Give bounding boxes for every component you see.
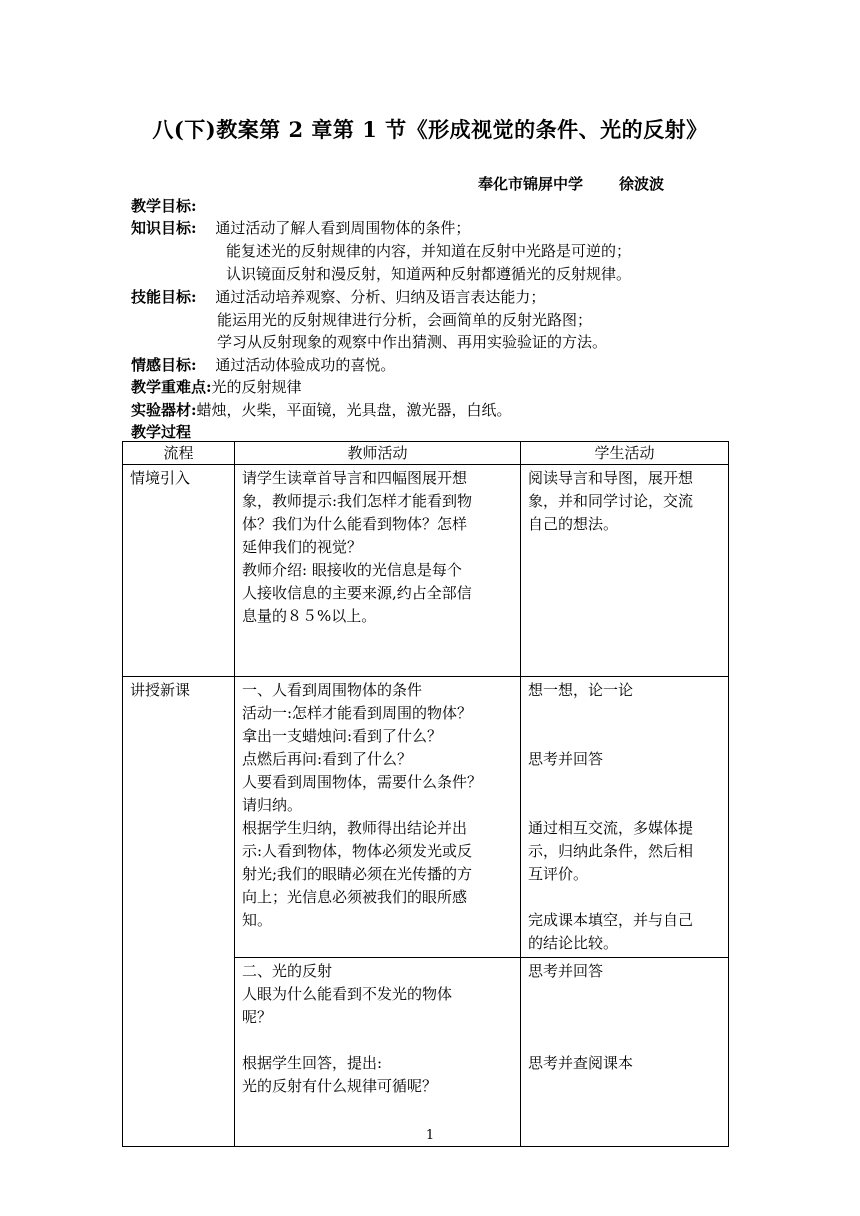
student-cell — [521, 465, 729, 677]
teacher-line: 体？我们为什么能看到物体？怎样 — [242, 515, 468, 533]
teacher-line: 息量的８５%以上。 — [242, 607, 377, 625]
stage-label: 讲授新课 — [130, 681, 191, 699]
teacher-line: 呢？ — [242, 1008, 273, 1026]
student-line: 阅读导言和导图，展开想 — [528, 469, 694, 487]
student-line: 互评价。 — [528, 865, 589, 883]
student-line: 的结论比较。 — [528, 934, 619, 952]
teacher-line: 活动一:怎样才能看到周围的物体？ — [242, 704, 473, 722]
student-line: 示，归纳此条件，然后相 — [528, 842, 694, 860]
teacher-line: 拿出一支蜡烛问:看到了什么？ — [242, 727, 443, 745]
skill-item-3: 学习从反射现象的观察中作出猜测、再用实验验证的方法。 — [217, 333, 608, 351]
teacher-line: 请学生读章首导言和四幅图展开想 — [242, 469, 468, 487]
knowledge-objectives — [131, 217, 470, 239]
teacher-line: 光的反射有什么规律可循呢？ — [242, 1077, 438, 1095]
teacher-line: 人眼为什么能看到不发光的物体 — [242, 985, 453, 1003]
stage-cell — [123, 677, 235, 1147]
teacher-line — [242, 628, 513, 651]
teacher-line: 教师介绍: 眼接收的光信息是每个 — [242, 561, 462, 579]
teacher-cell — [235, 677, 521, 958]
teacher-line: 人要看到周围物体，需要什么条件？ — [242, 773, 483, 791]
teacher-cell — [235, 465, 521, 677]
table-row — [123, 677, 729, 958]
teacher-line — [242, 651, 513, 674]
emotion-text: 通过活动体验成功的喜悦。 — [215, 356, 396, 374]
student-line — [528, 794, 721, 817]
teacher-line — [242, 1098, 513, 1121]
document-title: 八(下)教案第 2 章第 1 节《形成视觉的条件、光的反射》 — [152, 117, 708, 142]
student-line: 通过相互交流，多媒体提 — [528, 819, 694, 837]
teacher-line: 延伸我们的视觉？ — [242, 538, 363, 556]
teacher-line: 向上；光信息必须被我们的眼所感 — [242, 888, 468, 906]
header-student: 学生活动 — [521, 442, 729, 465]
process-table — [122, 441, 729, 1147]
teacher-line: 点燃后再问:看到了什么？ — [242, 750, 413, 768]
materials — [131, 399, 512, 421]
header-stage: 流程 — [123, 442, 235, 465]
skill-objectives — [131, 286, 545, 308]
emotion-label: 情感目标: — [131, 356, 197, 374]
skill-label: 技能目标: — [131, 288, 197, 306]
stage-cell — [123, 465, 235, 677]
student-line: 思考并回答 — [528, 962, 604, 980]
student-line — [528, 886, 721, 909]
author-line — [478, 173, 664, 194]
knowledge-item-3: 认识镜面反射和漫反射，知道两种反射都遵循光的反射规律。 — [226, 265, 632, 283]
student-line: 自己的想法。 — [528, 515, 619, 533]
knowledge-item-1: 通过活动了解人看到周围物体的条件； — [215, 219, 471, 237]
student-line: 象，并和同学讨论，交流 — [528, 492, 694, 510]
materials-text: 蜡烛，火柴，平面镜，光具盘，激光器，白纸。 — [196, 401, 512, 419]
key-point — [131, 376, 302, 398]
table-header-row — [123, 442, 729, 465]
teacher-line: 人接收信息的主要来源,约占全部信 — [242, 584, 472, 602]
student-line: 思考并查阅课本 — [528, 1054, 634, 1072]
teacher-line: 示:人看到物体，物体必须发光或反 — [242, 842, 473, 860]
author-name: 徐波波 — [619, 175, 665, 193]
page-number: 1 — [425, 1128, 435, 1143]
process-heading: 教学过程 — [131, 423, 192, 441]
teacher-line — [242, 1029, 513, 1052]
teacher-line: 根据学生回答，提出: — [242, 1054, 383, 1072]
student-line — [528, 1006, 721, 1029]
author-school: 奉化市锦屏中学 — [478, 175, 584, 193]
student-line — [528, 983, 721, 1006]
teacher-line: 象，教师提示:我们怎样才能看到物 — [242, 492, 473, 510]
header-teacher: 教师活动 — [235, 442, 521, 465]
knowledge-item-2: 能复述光的反射规律的内容，并知道在反射中光路是可逆的； — [226, 242, 632, 260]
emotion-objectives — [131, 354, 395, 376]
table-row — [123, 465, 729, 677]
teacher-line: 射光;我们的眼睛必须在光传播的方 — [242, 865, 473, 883]
teacher-line: 知。 — [242, 911, 273, 929]
skill-item-2: 能运用光的反射规律进行分析，会画简单的反射光路图； — [217, 311, 593, 329]
key-point-label: 教学重难点: — [131, 378, 212, 396]
student-cell — [521, 958, 729, 1147]
student-line: 思考并回答 — [528, 750, 604, 768]
knowledge-label: 知识目标: — [131, 219, 197, 237]
teacher-line: 二、光的反射 — [242, 962, 333, 980]
student-line — [528, 725, 721, 748]
student-line — [528, 702, 721, 725]
student-line: 想一想，论一论 — [528, 681, 634, 699]
key-point-text: 光的反射规律 — [211, 378, 302, 396]
student-line: 完成课本填空，并与自己 — [528, 911, 694, 929]
teacher-line: 一、人看到周围物体的条件 — [242, 681, 423, 699]
materials-label: 实验器材: — [131, 401, 197, 419]
student-cell — [521, 677, 729, 958]
student-line — [528, 771, 721, 794]
teacher-line: 请归纳。 — [242, 796, 303, 814]
teacher-cell — [235, 958, 521, 1147]
teacher-line: 根据学生归纳，教师得出结论并出 — [242, 819, 468, 837]
student-line — [528, 1029, 721, 1052]
skill-item-1: 通过活动培养观察、分析、归纳及语言表达能力； — [215, 288, 546, 306]
stage-label: 情境引入 — [130, 469, 191, 487]
objectives-heading: 教学目标: — [131, 197, 197, 215]
